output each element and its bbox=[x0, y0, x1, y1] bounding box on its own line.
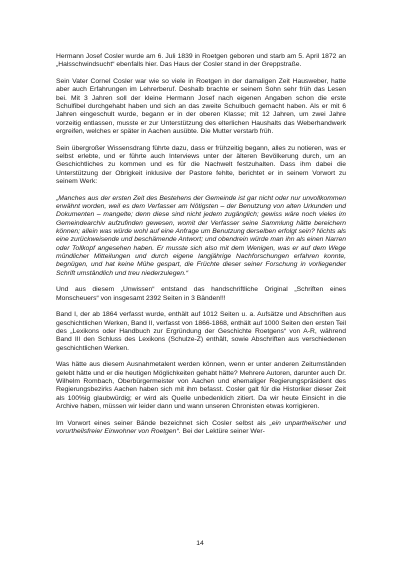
self-description-tail: . Bei der Lektüre seiner Wer- bbox=[178, 428, 265, 436]
paragraph-original-manuscript: Und aus diesem „Unwissen“ entstand das handschriftliche Original „Schriften eines Monscheuers“ von insgesamt 2392 Seiten in 3 Bänden!!! bbox=[56, 286, 346, 302]
self-description-quote: „ein unpartheiischer und vorurtheilsfreier Einwohner von Roetgen“ bbox=[56, 419, 346, 436]
page-number: 14 bbox=[196, 540, 204, 547]
paragraph-volumes: Band I, der ab 1864 verfasst wurde, enthält auf 1012 Seiten u. a. Aufsätze und Abschriften aus geschichtlichen Werken, Band II, verfasst von 1866-1868, enthält auf 1000 Seiten den ersten Teil des „Lexikons oder Handbuch zur Ergründung der Geschichte Roetgens“ von A-R, während Band III den Schluss des Lexikons (Schulze-Z) enthält, sowie Abschriften aus verschiedenen geschichtlichen Werken. bbox=[56, 311, 346, 352]
paragraph-exceptional-talent: Was hätte aus diesem Ausnahmetalent werden können, wenn er unter anderen Zeitumständen gelebt hätte und er die heutigen Möglichkeiten gehabt hätte? Mehrere Autoren, darunter auch Dr. Wilhelm Rombach, Oberbürgermeister von Aachen und ehemaliger Regierungspräsident des Regierungsbezirks Aachen haben sich mit ihm befasst. Cosler galt für die Historiker dieser Zeit als 100%ig glaubwürdig; er wird als Quelle unbedenklich zitiert. Da wir heute Einsicht in die Archive haben, müssen wir leider dann und wann unseren Chronisten etwas korrigieren. bbox=[56, 361, 346, 411]
paragraph-birth: Hermann Josef Cosler wurde am 6. Juli 1839 in Roetgen geboren und starb am 5. April 1872 an „Halsschwindsucht“ ebenfalls hier. Das Haus der Cosler stand in der Greppstraße. bbox=[56, 53, 346, 69]
paragraph-father: Sein Vater Cornel Cosler war wie so viele in Roetgen in der damaligen Zeit Hausweber, hatte aber auch Erfahrungen im Lehrerberuf. Deshalb brachte er seinem Sohn sehr früh das Lesen bei. Mit 3 Jahren soll der kleine Hermann Josef nach eigenen Angaben schon die erste Schulfibel durchgehabt haben und sich an das zweite Schulbuch gemacht haben. Als er mit 6 Jahren eingeschult wurde, begann er in der oberen Klasse; mit 12 Jahren, um zwei Jahre vorzeitig entlassen, musste er zur Unterstützung des elterlichen Haushalts das Weberhandwerk ergreifen, welches er später in Aachen ausübte. Die Mutter verstarb früh. bbox=[56, 77, 346, 136]
block-quote-foreword: „Manches aus der ersten Zeit des Bestehens der Gemeinde ist gar nicht oder nur unvollkommen erwähnt worden, weil es dem Verfasser am Nötigsten – der Benutzung von alten Urkunden und Dokumenten – mangelte; denn diese sind nicht jedem zugänglich; gewiss wäre noch vieles im Gemeindearchiv aufzufinden gewesen, womit der Verfasser seine Sammlung hätte bereichern können; allein was würde wohl auf eine Anfrage um Benutzung derselben erfolgt sein? Nichts als eine zurückweisende und beschämende Antwort; und obendrein würde man ihn als einen Narren oder Tollkopf angesehen haben. Er musste sich also mit dem Wenigen, was er auf dem Wege mündlicher Mitteilungen und durch eigene langjährige Nachforschungen erfahren konnte, begnügen, und hat keine Mühe gespart, die Früchte dieser seiner Forschung in vorliegender Schrift umständlich und treu niederzulegen.“ bbox=[56, 194, 346, 277]
paragraph-self-description bbox=[56, 420, 346, 437]
paragraph-knowledge: Sein übergroßer Wissensdrang führte dazu, dass er frühzeitig begann, alles zu notieren, was er selbst erlebte, und er führte auch Interviews unter der älteren Bevölkerung durch, um an Geschichtliches zu kommen und es für die Nachwelt festzuhalten. Dass ihm dabei die Unterstützung der Obrigkeit inklusive der Pastore fehlte, berichtet er in seinem Vorwort zu seinem Werk: bbox=[56, 144, 346, 186]
self-description-lead: Im Vorwort eines seiner Bände bezeichnet sich Cosler selbst als bbox=[56, 419, 270, 427]
page-body bbox=[56, 53, 346, 445]
